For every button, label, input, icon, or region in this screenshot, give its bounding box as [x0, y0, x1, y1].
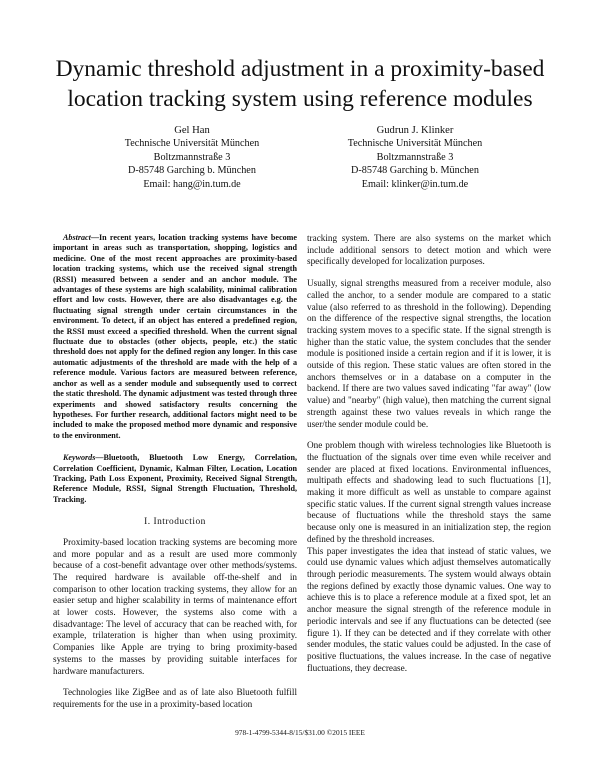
author-block [305, 124, 525, 191]
author-block [82, 124, 302, 191]
body-paragraph: One problem though with wireless technologies like Bluetooth is the fluctuation of the signals over time even while receiver and sender are placed at fixed locations. Environmental influences, multipath effects and shadowing lead to such fluctuations [1], making it more difficult as well as unstable to compare against specific static values. If the current signal strength values increase because of fluctuations while the threshold stays the same because only one is measured in an initialization step, the region defined by the threshold increases. [307, 440, 551, 544]
author-city: D-85748 Garching b. München [351, 165, 479, 177]
author-affiliation: Technische Universität München [347, 138, 483, 150]
abstract-label: Abstract [63, 233, 91, 242]
body-paragraph: Proximity-based location tracking systems are becoming more and more popular and as a result are used more commonly because of a cost-benefit advantage over other methods/systems. The required hardware is available off-the-shelf and in comparison to other location tracking systems, they allow for an easier setup and higher scalability in terms of maintenance effort at lower costs. However, the systems also come with a disadvantage: The level of accuracy that can be reached with, for example, trilateration is higher than when using proximity. Companies like Apple are trying to bring proximity-based systems to the masses by providing suitable interfaces for hardware manufacturers. [53, 536, 297, 676]
body-paragraph: tracking system. There are also systems on the market which include additional sensors to detect motion and which were specifically developed for localization purposes. [307, 233, 551, 267]
body-paragraph: Technologies like ZigBee and as of late also Bluetooth fulfill requirements for the use in a proximity-based location [53, 687, 297, 709]
section-heading: I. Introduction [144, 517, 206, 528]
author-email: Email: hang@in.tum.de [143, 178, 241, 190]
author-affiliation: Technische Universität München [124, 138, 260, 150]
author-name: Gudrun J. Klinker [376, 125, 454, 136]
author-email: Email: klinker@in.tum.de [361, 178, 469, 190]
abstract [53, 233, 297, 441]
keywords-text: —Bluetooth, Bluetooth Low Energy, Correlation, Correlation Coefficient, Dynamic, Kalman Filter, Location, Location Tracking, Path Loss Exponent, Proximity, Received Signal Strength, Reference Module, RSSI, Signal Strength Fluctuation, Threshold, Tracking. [53, 453, 297, 504]
right-column [307, 233, 551, 684]
author-street: Boltzmannstraße 3 [376, 151, 454, 163]
keywords [53, 453, 297, 505]
author-city: D-85748 Garching b. München [128, 165, 256, 177]
author-street: Boltzmannstraße 3 [153, 151, 231, 163]
keywords-label: Keywords [63, 453, 96, 463]
abstract-text: —In recent years, location tracking systems have become important in areas such as transportation, shopping, logistics and medicine. One of the most recent approaches are proximity-based location tracking systems, which use the received signal strength (RSSI) measured between a sender and an anchor module. The advantages of these systems are high scalability, minimal calibration effort and low costs. However, there are also disadvantages e.g. the fluctuating signal strength under certain circumstances in the environment. To detect, if an object has entered a predefined region, the RSSI must exceed a specified threshold. When the current signal fluctuate due to obstacles (other objects, people, etc.) the static threshold does not apply for the defined region any longer. In this case automatic adjustments of the threshold are made with the help of a reference module. Various factors are measured between reference, anchor as well as a sender module and subsequently used to correct the static threshold. The dynamic adjustment was tested through three experiments and showed satisfactory results concerning the hypotheses. For further research, additional factors might need to be included to make the proposed method more dynamic and responsive to the environment. [53, 233, 297, 440]
body-paragraph: This paper investigates the idea that instead of static values, we could use dynamic values which adjust themselves automatically through periodic measurements. The system would always obtain the regions defined by exactly those dynamic values. One way to achieve this is to place a reference module at a fixed spot, let an anchor measure the signal strength of the reference module in periodic intervals and see if any fluctuations can be detected (see figure 1). If they can be detected and if they correlate with other sender modules, the static values could be adjusted. In the case of positive fluctuations, the values increase. In the case of negative fluctuations, they decrease. [307, 545, 551, 673]
author-name: Gel Han [174, 125, 210, 136]
paper-title: Dynamic threshold adjustment in a proximity-based location tracking system using reference modules [55, 56, 545, 112]
body-paragraph: Usually, signal strengths measured from a receiver module, also called the anchor, to a sender module are compared to a static value (also referred to as threshold in the following). Depending on the difference of the respective signal strengths, the location tracking system moves to a specific state. If the signal strength is higher than the static value, the system concludes that the sender module is positioned inside a certain region and if it is lower, it is outside of this region. These static values are often stored in the anchors themselves or in a database on a computer in the backend. If there are two values saved indicating "far away" (low value) and "nearby" (high value), then matching the current signal strength against these two values reveals in which range the user/the sender module could be. [307, 278, 551, 429]
copyright-footer: 978-1-4799-5344-8/15/$31.00 ©2015 IEEE [235, 728, 365, 737]
left-column [53, 233, 297, 721]
